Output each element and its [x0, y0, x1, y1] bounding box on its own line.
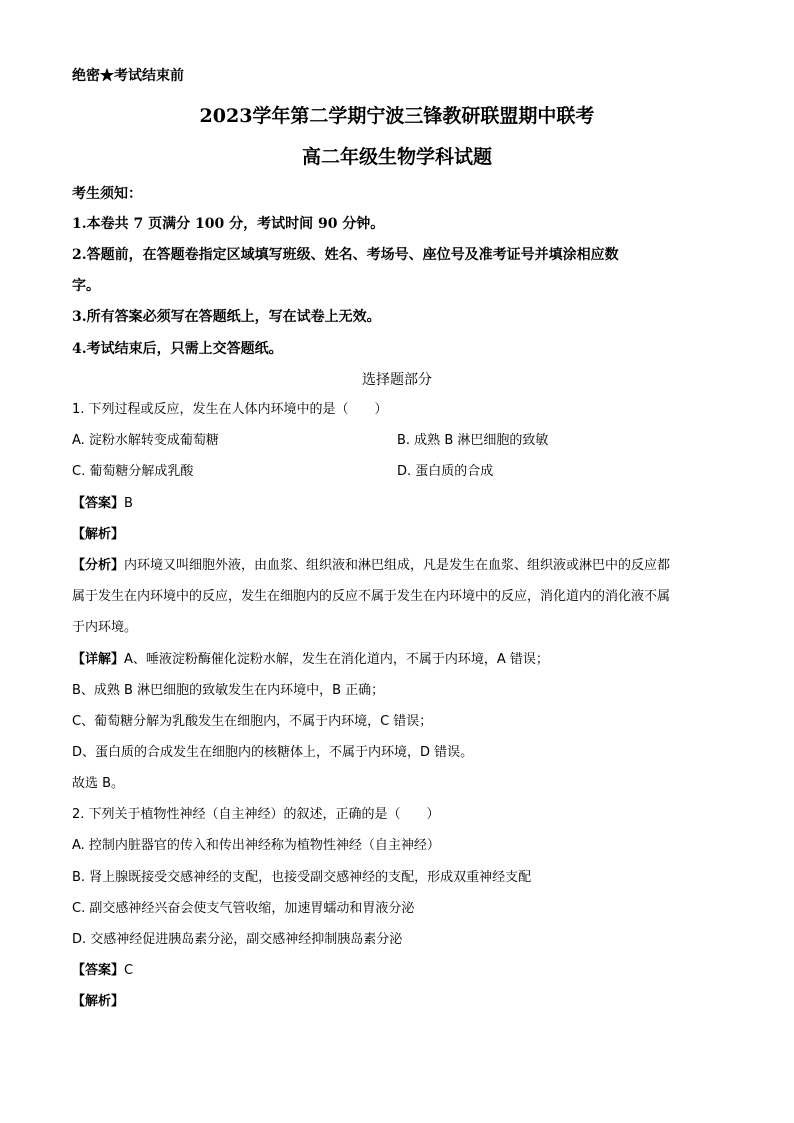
instruction-item-4: 4.考试结束后，只需上交答题纸。 [72, 341, 283, 357]
exam-subtitle: 高二年级生物学科试题 [301, 146, 492, 168]
q1-fenxi-text-1: 内环境又叫细胞外液，由血浆、组织液和淋巴组成，凡是发生在血浆、组织液或淋巴中的反应都 [124, 558, 671, 573]
q2-option-a: A. 控制内脏器官的传入和传出神经称为植物性神经（自主神经） [72, 838, 440, 853]
q1-fenxi-line-1 [72, 556, 670, 576]
instruction-item-3: 3.所有答案必须写在答题纸上，写在试卷上无效。 [72, 309, 381, 325]
q1-analysis-tag [72, 525, 124, 545]
q2-analysis-tag [72, 992, 124, 1012]
q1-detail-line-2: B、成熟 B 淋巴细胞的致敏发生在内环境中，B 正确； [72, 683, 385, 698]
exam-title: 2023学年第二学期宁波三锋教研联盟期中联考 [199, 105, 595, 127]
instruction-item-1: 1.本卷共 7 页满分 100 分，考试时间 90 分钟。 [72, 216, 385, 232]
q2-option-c: C. 副交感神经兴奋会使支气管收缩，加速胃蠕动和胃液分泌 [72, 901, 415, 916]
q1-option-c: C. 葡萄糖分解成乳酸 [72, 464, 194, 479]
q2-stem: 2. 下列关于植物性神经（自主神经）的叙述，正确的是（ ） [72, 807, 440, 822]
section-title: 选择题部分 [362, 372, 432, 388]
instructions-heading: 考生须知： [72, 186, 142, 202]
q1-option-d: D. 蛋白质的合成 [397, 464, 494, 479]
q2-answer: C [124, 963, 134, 978]
q1-fenxi-line-2: 属于发生在内环境中的反应，发生在细胞内的反应不属于发生在内环境中的反应，消化道内的消化液不属 [72, 589, 671, 604]
q2-option-d: D. 交感神经促进胰岛素分泌，副交感神经抑制胰岛素分泌 [72, 932, 403, 947]
q1-answer-tag: 【答案】 [72, 496, 125, 511]
q2-answer-tag: 【答案】 [72, 963, 125, 978]
q1-detail-text-1: A、唾液淀粉酶催化淀粉水解，发生在消化道内，不属于内环境，A 错误； [124, 652, 549, 667]
q1-analysis-label: 【解析】 [72, 527, 125, 542]
instruction-item-2a: 2.答题前，在答题卷指定区域填写班级、姓名、考场号、座位号及准考证号并填涂相应数 [72, 247, 619, 263]
q1-detail-line-1 [72, 650, 549, 670]
q1-fenxi-tag: 【分析】 [72, 558, 125, 573]
q1-option-b: B. 成熟 B 淋巴细胞的致敏 [397, 433, 549, 448]
q2-analysis-label: 【解析】 [72, 994, 125, 1009]
q2-option-b: B. 肾上腺既接受交感神经的支配，也接受副交感神经的支配，形成双重神经支配 [72, 870, 532, 885]
q2-answer-line [72, 961, 133, 981]
q1-option-a: A. 淀粉水解转变成葡萄糖 [72, 433, 219, 448]
q1-fenxi-line-3: 于内环境。 [72, 620, 138, 635]
q1-stem: 1. 下列过程或反应，发生在人体内环境中的是（ ） [72, 402, 388, 417]
secret-label: 绝密★考试结束前 [72, 68, 184, 84]
instruction-item-2b: 字。 [72, 278, 100, 294]
q1-answer: B [124, 496, 133, 511]
q1-conclusion: 故选 B。 [72, 776, 125, 791]
q1-answer-line [72, 494, 133, 514]
q1-detail-tag: 【详解】 [72, 652, 125, 667]
q1-detail-line-4: D、蛋白质的合成发生在细胞内的核糖体上，不属于内环境，D 错误。 [72, 745, 474, 760]
q1-detail-line-3: C、葡萄糖分解为乳酸发生在细胞内，不属于内环境，C 错误； [72, 714, 433, 729]
